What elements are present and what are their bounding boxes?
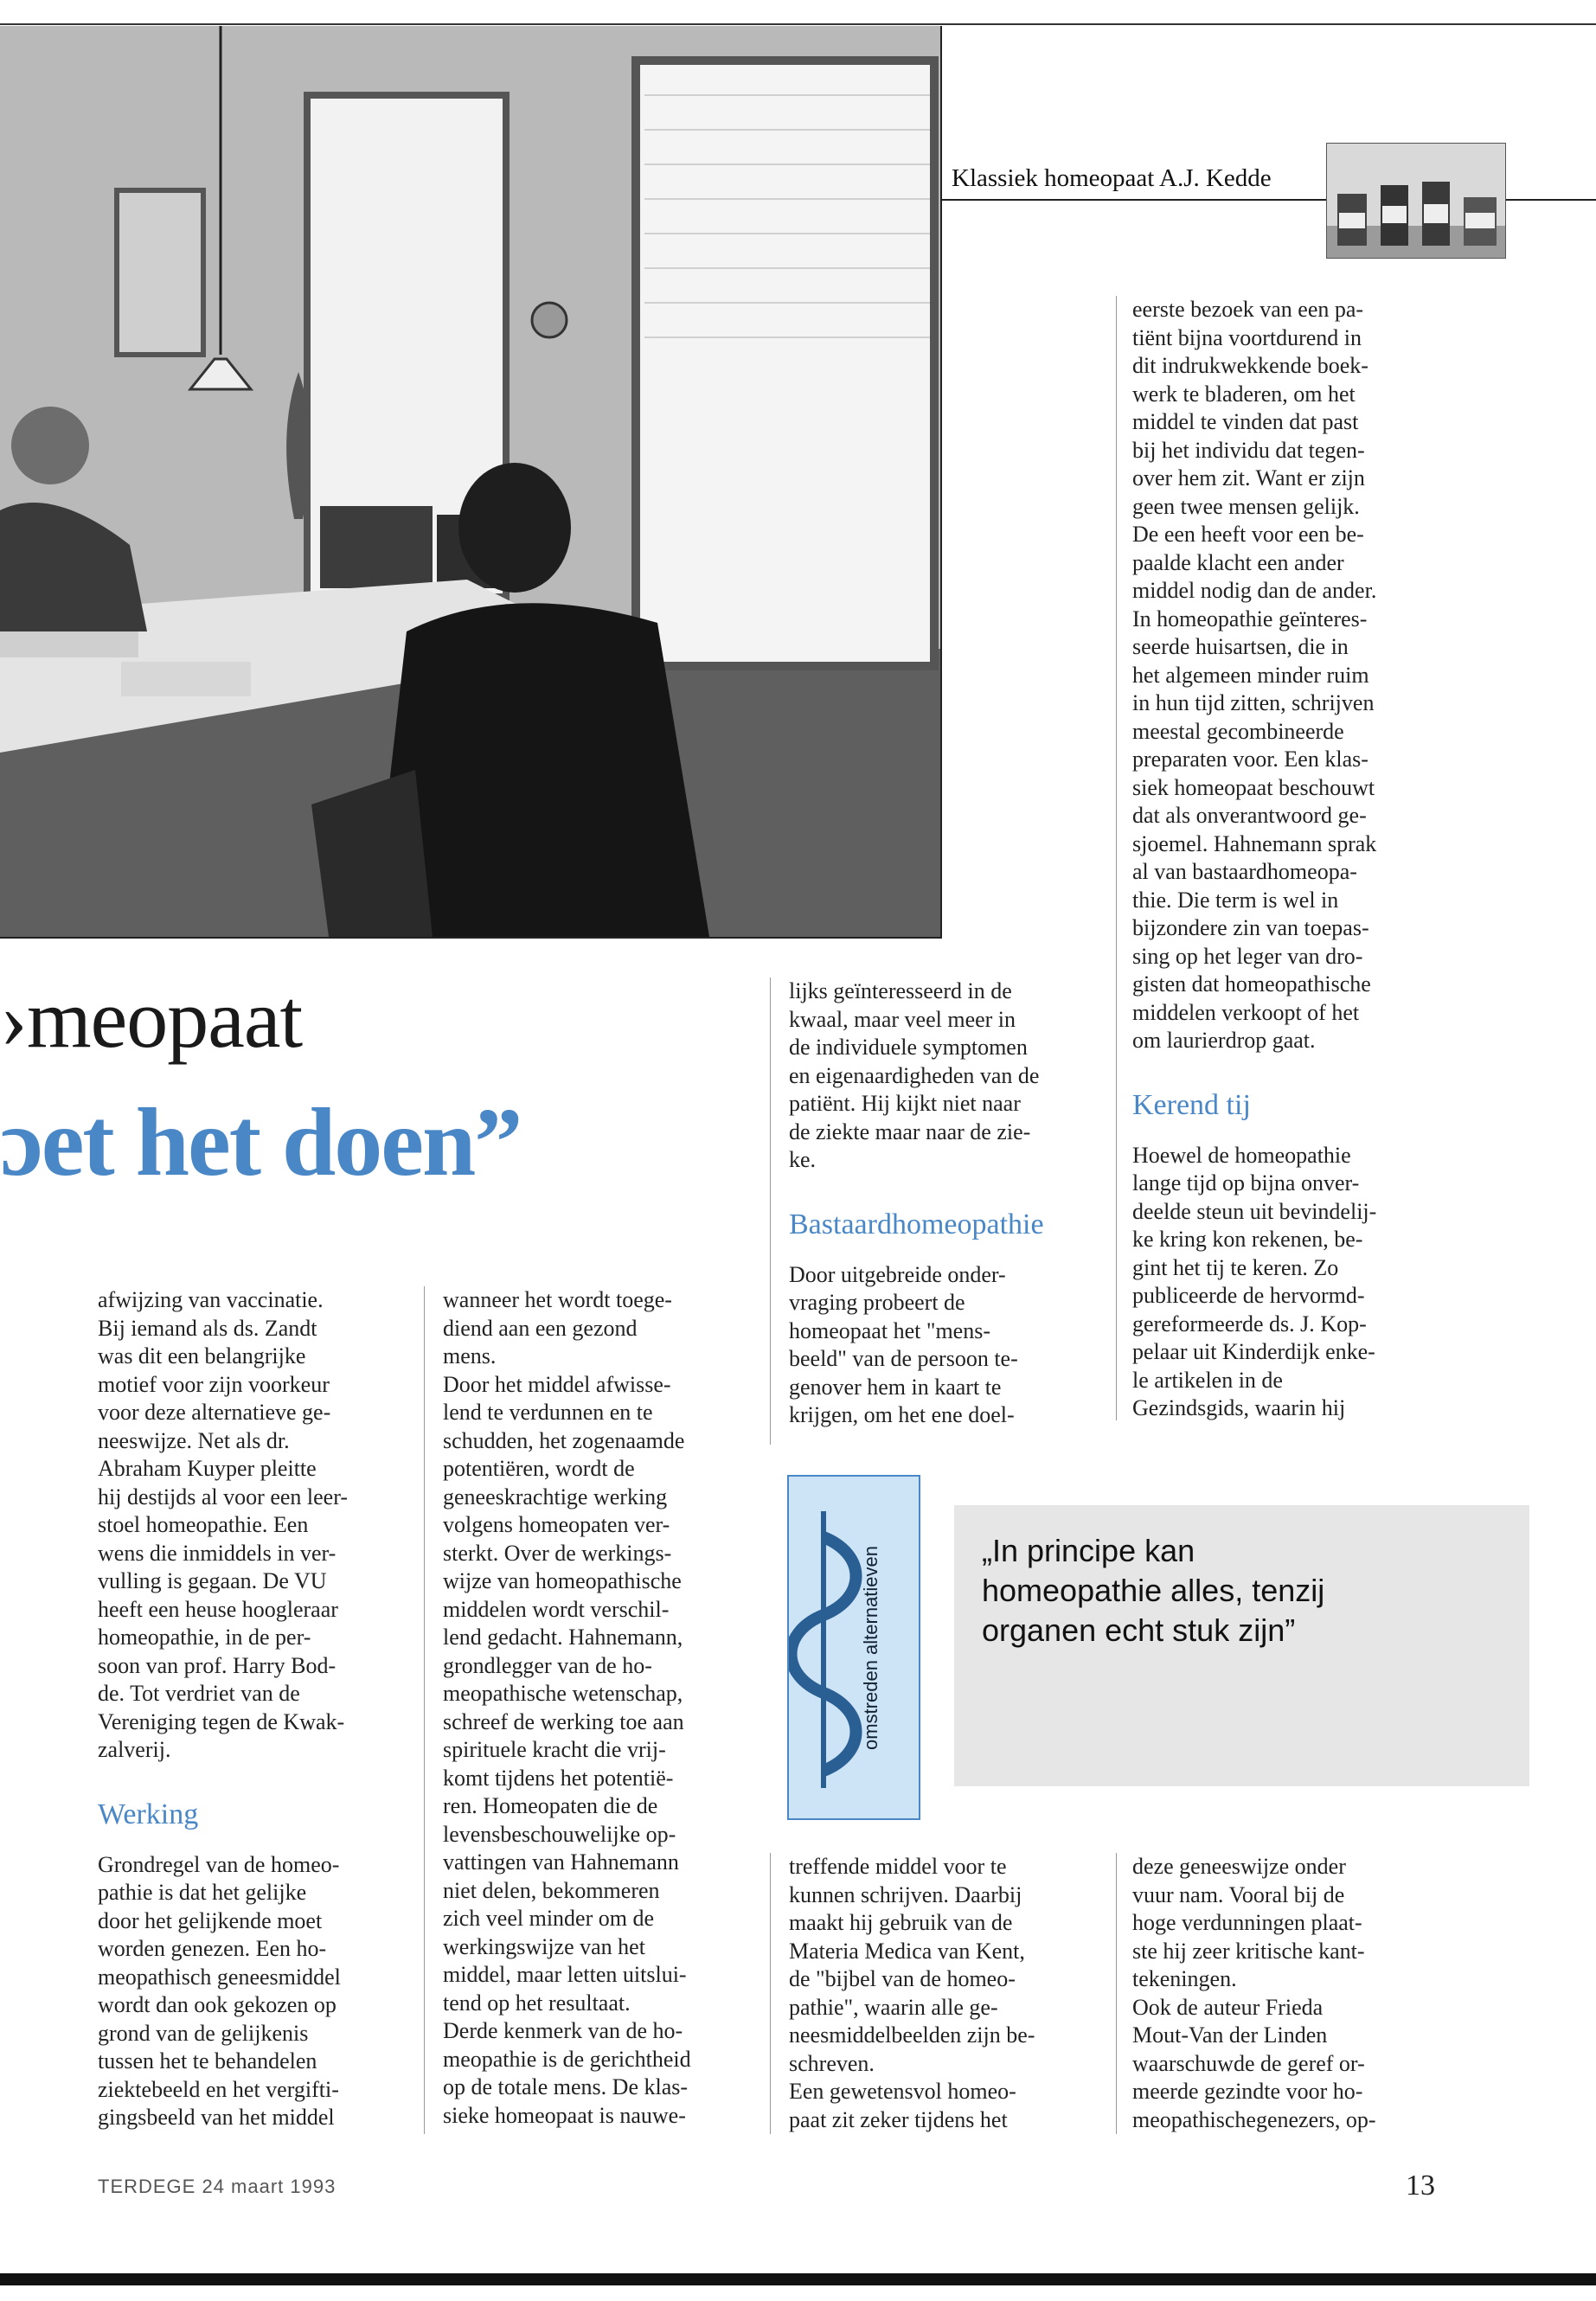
col4-paragraph: eerste bezoek van een pa- tiënt bijna voortdurend in dit indrukwekkende boek- werk te bladeren, om het middel te vinden dat past bij het individu dat tegen- over hem zit. Want er zijn geen twee mensen gelijk. De een heeft voor een be- paalde klacht een ander middel nodig dan de ander. In homeopathie geïnteres- seerde huisartsen, die in het algemeen minder ruim in hun tijd zitten, schrijven meestal gecombineerde preparaten voor. Een klas- siek homeopaat beschouwt dat als onverantwoord ge- sjoemel. Hahnemann sprak al van bastaardhomeopa- thie. Die term is wel in bijzondere zin van toepas- sing op het leger van dro- gisten dat homeopathische middelen verkoopt of het om laurierdrop gaat.	[1132, 297, 1377, 1053]
top-rule	[0, 23, 1596, 25]
col1-paragraph-2: Grondregel van de homeo- pathie is dat het gelijke door het gelijkende moet worden genezen. Een ho- meopathisch geneesmiddel wordt dan ook gekozen op grond van de gelijkenis tussen het te behandelen ziektebeeld en het vergifti- gingsbeeld van het middel	[98, 1851, 341, 2130]
col1-paragraph: afwijzing van vaccinatie. Bij iemand als ds. Zandt was dit een belangrijke motief voor zijn voorkeur voor deze alternatieve ge- neeswijze. Net als dr. Abraham Kuyper pleitte hij destijds al voor een leer- stoel homeopathie. Een wens die inmiddels in ver- vulling is gegaan. De VU heeft een heuse hoogleraar homeopathie, in de per- soon van prof. Harry Bod- de. Tot verdriet van de Vereniging tegen de Kwak- zalverij.	[98, 1287, 348, 1762]
column-2	[443, 1286, 746, 2130]
headline-line-1: ›meopaat	[0, 972, 303, 1065]
column-1	[98, 1286, 401, 2132]
column-divider	[1116, 296, 1117, 1420]
col4-paragraph-3: deze geneeswijze onder vuur nam. Vooral bij de hoge verdunningen plaat- ste hij zeer kritische kant- tekeningen. Ook de auteur Frieda Mout-Van der Linden waarschuwde de geref or- meerde gezindte voor ho- meopathischegenezers, op-	[1132, 1854, 1376, 2132]
column-divider	[1116, 1853, 1117, 2134]
col4-paragraph-2: Hoewel de homeopathie lange tijd op bijna onver- deelde steun uit bevindelij- ke kring kon rekenen, be- gint het tij te keren. Zo publiceerde de hervormd- gereformeerde ds. J. Kop- pelaar uit Kinderdijk enke- le artikelen in de Gezindsgids, waarin hij	[1132, 1142, 1377, 1420]
pull-quote	[954, 1505, 1529, 1786]
page-number: 13	[1406, 2170, 1435, 2202]
subhead-werking: Werking	[98, 1798, 199, 1830]
omstreden-alternatieven-logo	[787, 1475, 920, 1820]
remedy-bottles-thumbnail	[1326, 143, 1506, 259]
column-divider	[424, 1286, 425, 2134]
bottom-bar	[0, 2273, 1596, 2285]
column-4-continued	[1132, 1853, 1444, 2134]
subhead-kerend-tij: Kerend tij	[1132, 1088, 1251, 1121]
col3-paragraph-3: treffende middel voor te kunnen schrijven. Daarbij maakt hij gebruik van de Materia Medica van Kent, de "bijbel van de homeo- pathie", waarin alle ge- neesmiddelbeelden zijn be- schreven. Een gewetensvol homeo- paat zit zeker tijdens het	[789, 1854, 1035, 2132]
col3-paragraph: lijks geïnteresseerd in de kwaal, maar veel meer in de individuele symptomen en eigenaardigheden van de patiënt. Hij kijkt niet naar de ziekte maar naar de zie- ke.	[789, 978, 1040, 1172]
column-3-continued	[789, 1853, 1096, 2134]
column-divider	[770, 977, 771, 1445]
logo-label: omstreden alternatieven	[860, 1545, 881, 1750]
consultation-photo	[0, 26, 942, 939]
column-4	[1132, 296, 1444, 1423]
headline-line-2: ɔet het doen”	[0, 1089, 522, 1196]
col2-paragraph: wanneer het wordt toege- diend aan een gezond mens. Door het middel afwisse- lend te verdunnen en te schudden, het zogenaamde potentiëren, wordt de geneeskrachtige werking volgens homeopaten ver- sterkt. Over de werkings- wijze van homeopathische middelen wordt verschil- lend gedacht. Hahnemann, grondlegger van de ho- meopathische wetenschap, schreef de werking toe aan spirituele kracht die vrij- komt tijdens het potentië- ren. Homeopaten die de levensbeschouwelijke op- vattingen van Hahnemann niet delen, bekommeren zich veel minder om de werkingswijze van het middel, maar letten uitslui- tend op het resultaat. Derde kenmerk van de ho- meopathie is de gerichtheid op de totale mens. De klas- sieke homeopaat is nauwe-	[443, 1287, 691, 2128]
serpent-staff-icon	[789, 1477, 919, 1818]
subhead-bastaardhomeopathie: Bastaardhomeopathie	[789, 1208, 1044, 1240]
pull-quote-text: „In principe kan homeopathie alles, tenzij organen echt stuk zijn”	[982, 1533, 1325, 1648]
column-3	[789, 977, 1096, 1430]
article-kicker: Klassiek homeopaat A.J. Kedde	[952, 164, 1272, 192]
col3-paragraph-2: Door uitgebreide onder- vraging probeert de homeopaat het "mens- beeld" van de persoon te- genover hem in kaart te krijgen, om het ene doel-	[789, 1261, 1018, 1427]
column-divider	[770, 1853, 771, 2134]
footer-publication: TERDEGE 24 maart 1993	[98, 2176, 337, 2197]
